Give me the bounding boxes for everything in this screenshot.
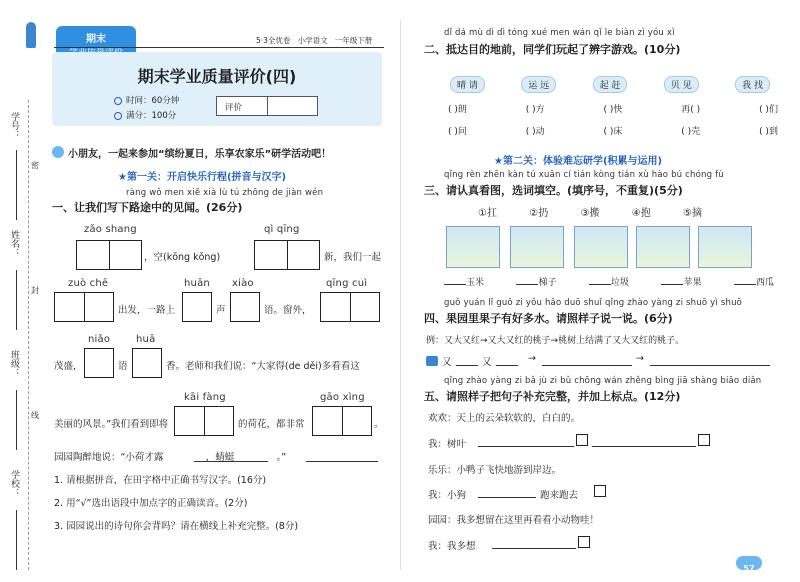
chip-bei: 贝 见 xyxy=(664,76,699,93)
s2-blank[interactable] xyxy=(478,497,536,498)
sub-question-3: 3. 园园说出的诗句你会背吗？请在横线上补充完整。(8分) xyxy=(54,521,299,532)
evaluation-box[interactable] xyxy=(216,96,318,116)
blank-melon[interactable]: 西瓜 xyxy=(734,275,774,288)
row1-tail: 新，我们一起 xyxy=(324,252,382,263)
row3-text-b: 语 xyxy=(118,361,128,372)
q3-pinyin: qǐng rèn zhēn kàn tú xuǎn cí tián kòng tián xù hào bú chóng fù xyxy=(444,170,724,180)
arrow-2: → xyxy=(636,353,644,364)
fill-blank[interactable]: ( )们 xyxy=(759,105,778,115)
blank-apple[interactable]: 苹果 xyxy=(661,275,701,288)
row4-text-c: 。 xyxy=(374,419,384,430)
row2-text-c: 语。窗外， xyxy=(264,305,312,316)
s3-punct-box[interactable] xyxy=(578,536,590,548)
fill-blank[interactable]: 再( ) xyxy=(681,105,701,115)
pinyin-niao: niǎo xyxy=(88,334,111,345)
fill-blank[interactable]: ( )壳 xyxy=(681,127,701,137)
s3-blank[interactable] xyxy=(492,548,576,549)
binding-dashed-line xyxy=(28,100,29,570)
row2-text-b: 声 xyxy=(216,305,226,316)
tianzige-xiao[interactable] xyxy=(230,292,260,322)
q4-title: 四、果园里果子有好多水。请照样子说一说。(6分) xyxy=(424,312,673,325)
row4-text-b: 的荷花，都非常 xyxy=(238,419,305,430)
kong-reading: ，空(kōng kǒng) xyxy=(144,252,221,263)
school-line xyxy=(16,510,17,570)
tianzige-kai-fang[interactable] xyxy=(174,406,234,436)
row3-text-c: 香。老师和我们说：“大家得(de děi)多看看这 xyxy=(166,361,360,372)
seal-mark-mi: 密 xyxy=(31,161,39,170)
pinyin-qing-cui: qīng cuì xyxy=(326,278,368,289)
pinyin-zuo-che: zuò chē xyxy=(68,278,109,289)
pencil-icon xyxy=(426,356,438,366)
row4-text-a: 美丽的风景。”我们看到即将 xyxy=(54,419,169,430)
blank-corn[interactable]: 玉米 xyxy=(444,275,484,288)
fill-blank[interactable]: ( )到 xyxy=(759,127,778,137)
score-icon xyxy=(114,112,122,120)
s1-blank-2[interactable] xyxy=(592,446,696,447)
level1-heading: ★第一关：开启快乐行程(拼音与汉字) xyxy=(118,172,287,183)
pinyin-qi-qing: qì qīng xyxy=(264,224,300,235)
q2-title: 二、抵达目的地前，同学们玩起了辨字游戏。(10分) xyxy=(424,43,681,56)
tianzige-gao-xing[interactable] xyxy=(312,406,372,436)
left-page xyxy=(44,0,396,582)
tianzige-zuo-che[interactable] xyxy=(54,292,114,322)
time-limit: 时间：60分钟 xyxy=(126,96,180,106)
chip-qi: 起 赶 xyxy=(593,76,628,93)
s2-model: 乐乐：小鸭子飞快地游到岸边。 xyxy=(428,465,562,476)
sub-question-1: 1. 请根据拼音，在田字格中正确书写汉字。(16分) xyxy=(54,475,267,486)
s1-model: 欢欢：天上的云朵软软的，白白的。 xyxy=(428,413,581,424)
option-4: ④抱 xyxy=(631,208,651,219)
pattern-blank-2[interactable] xyxy=(496,365,518,366)
q2-pinyin: dǐ dá mù dì dì tóng xué men wán qǐ le biàn zì yóu xì xyxy=(444,28,675,38)
q4-pinyin: guǒ yuán lǐ guǒ zi yǒu hǎo duō shuǐ qǐng zhào yàng zi shuō yì shuō xyxy=(444,298,743,308)
student-id-line xyxy=(16,150,17,220)
pattern-blank-3[interactable] xyxy=(542,365,632,366)
series-underline xyxy=(54,47,384,48)
tianzige-qi-qing[interactable] xyxy=(254,240,320,270)
page-title: 期末学业质量评价(四) xyxy=(137,67,297,86)
student-id-label: 学号： xyxy=(9,112,19,139)
chip-row xyxy=(450,76,770,93)
option-5: ⑤摘 xyxy=(683,208,702,219)
blank-ladder[interactable]: 梯子 xyxy=(516,275,556,288)
name-label: 姓名： xyxy=(9,230,19,257)
page-number: 57 xyxy=(743,564,755,573)
title-panel xyxy=(52,52,382,126)
fill-row-1 xyxy=(448,102,778,115)
q3-blanks xyxy=(444,275,774,288)
s3-model: 园园：我多想留在这里再看看小动物哇！ xyxy=(428,515,600,526)
picture-hold-melon xyxy=(698,226,752,268)
q1-title: 一、让我们写下路途中的见闻。(26分) xyxy=(52,201,243,214)
pinyin-gao-xing: gāo xìng xyxy=(320,392,365,403)
pinyin-huan: huān xyxy=(184,278,210,289)
pattern-blank-4[interactable] xyxy=(650,365,770,366)
s2-me-b: 跑来跑去 xyxy=(540,490,579,501)
intro-text: 小朋友，一起来参加“缤纷夏日，乐享农家乐”研学活动吧！ xyxy=(68,149,332,160)
s1-punct-box-1[interactable] xyxy=(576,434,588,446)
fill-blank[interactable]: ( )床 xyxy=(603,127,623,137)
picture-throw-trash xyxy=(574,226,628,268)
name-line xyxy=(16,270,17,330)
picture-carry-corn xyxy=(446,226,500,268)
tianzige-zao-shang[interactable] xyxy=(76,240,142,270)
level2-heading: ★第二关：体验难忘研学(积累与运用) xyxy=(494,156,663,167)
pinyin-xiao: xiào xyxy=(232,278,254,289)
s1-punct-box-2[interactable] xyxy=(698,434,710,446)
clock-icon xyxy=(114,97,122,105)
option-3: ③搬 xyxy=(580,208,600,219)
s1-blank-1[interactable] xyxy=(478,446,574,447)
s2-me-a: 我：小狗 xyxy=(428,490,467,501)
class-line xyxy=(16,390,17,450)
picture-carry-ladder xyxy=(510,226,564,268)
binding-strip xyxy=(0,0,40,582)
q5-title: 五、请照样子把句子补充完整，并加上标点。(12分) xyxy=(424,390,681,403)
q4-example: 例：又大又红→又大又红的桃子→桃树上结满了又大又红的桃子。 xyxy=(426,336,685,346)
row2-text-a: 出发，一路上 xyxy=(118,305,176,316)
tianzige-niao[interactable] xyxy=(84,348,114,378)
s1-me: 我：树叶 xyxy=(428,439,467,450)
seal-mark-xian: 线 xyxy=(31,411,39,420)
total-score: 满分：100分 xyxy=(126,111,177,121)
badge-line1: 期末 xyxy=(86,34,106,45)
page-number-badge xyxy=(736,556,762,573)
verb-options xyxy=(478,204,702,219)
sub-question-2: 2. 用“√”选出语段中加点字的正确读音。(2分) xyxy=(54,498,248,509)
chip-yun: 运 远 xyxy=(521,76,556,93)
s3-me: 我：我多想 xyxy=(428,541,476,552)
right-page xyxy=(410,0,790,582)
evaluation-label: 评价 xyxy=(225,103,243,113)
pattern-you-2: 又 xyxy=(482,357,492,368)
rocket-icon xyxy=(26,22,36,48)
pinyin-hua: huā xyxy=(136,334,156,345)
fill-blank[interactable]: ( )动 xyxy=(525,127,545,137)
poem-blank-2[interactable] xyxy=(306,461,378,462)
picture-pick-apple xyxy=(636,226,690,268)
pattern-blank-1[interactable] xyxy=(456,365,478,366)
option-1: ①扛 xyxy=(478,208,497,219)
s2-punct-box[interactable] xyxy=(594,485,606,497)
poem-blank-1[interactable] xyxy=(194,461,268,462)
smile-icon xyxy=(52,146,64,158)
arrow-1: → xyxy=(528,353,536,364)
chip-wo: 我 找 xyxy=(735,76,770,93)
pattern-you-1: 又 xyxy=(442,357,452,368)
pinyin-zao-shang: zǎo shang xyxy=(84,224,137,235)
blank-trash[interactable]: 垃圾 xyxy=(589,275,629,288)
fill-blank[interactable]: ( )快 xyxy=(603,105,623,115)
seal-mark-feng: 封 xyxy=(31,286,39,295)
pinyin-kai-fang: kāi fàng xyxy=(184,392,226,403)
fill-blank[interactable]: ( )方 xyxy=(525,105,545,115)
fill-blank[interactable]: ( )朗 xyxy=(448,105,467,115)
tianzige-hua[interactable] xyxy=(132,348,162,378)
q3-title: 三、请认真看图，选词填空。(填序号，不重复)(5分) xyxy=(424,184,683,197)
series-label: 5·3全优卷 小学语文 一年级下册 xyxy=(256,36,373,45)
q1-pinyin: ràng wǒ men xiě xià lù tú zhōng de jiàn wén xyxy=(126,188,324,198)
school-label: 学校： xyxy=(9,470,19,497)
center-fold xyxy=(400,20,401,570)
row3-text-a: 茂盛， xyxy=(54,361,83,372)
chip-qing: 晴 请 xyxy=(450,76,485,93)
evaluation-divider xyxy=(267,97,268,115)
tianzige-huan[interactable] xyxy=(182,292,212,322)
tianzige-qing-cui[interactable] xyxy=(320,292,380,322)
q5-pinyin: qǐng zhào yàng zi bǎ jù zi bǔ chōng wán zhěng bìng jiā shàng biāo diǎn xyxy=(444,376,762,386)
option-2: ②扔 xyxy=(529,208,549,219)
fill-row-2 xyxy=(448,124,778,137)
poem-line: 园园陶醉地说：“小荷才露 ，蜻蜓 。” xyxy=(54,452,287,463)
class-label: 班级： xyxy=(9,350,19,377)
fill-blank[interactable]: ( )问 xyxy=(448,127,467,137)
